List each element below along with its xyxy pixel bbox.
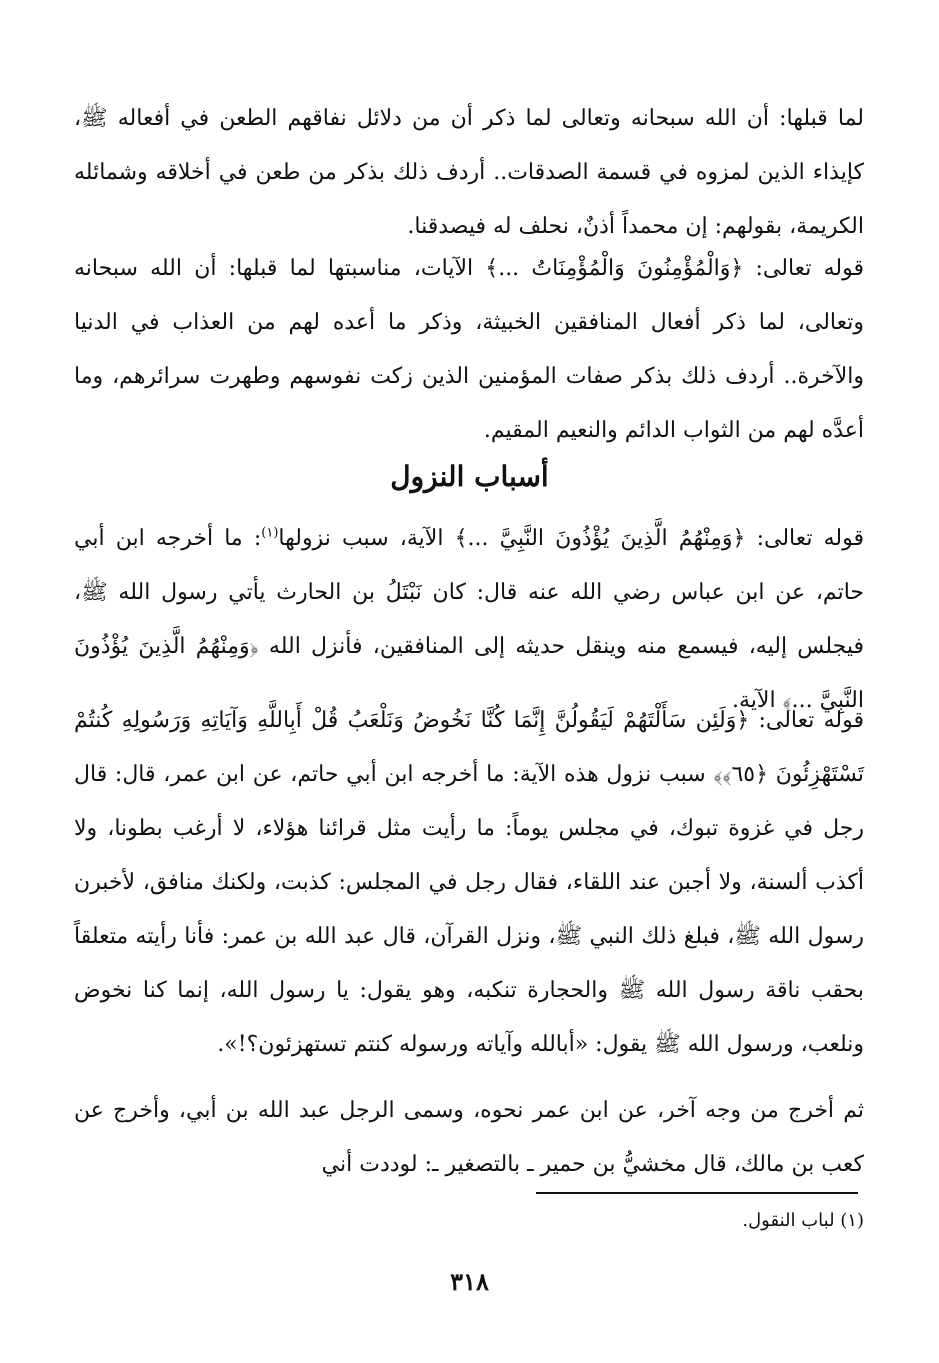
footnote-divider <box>536 1192 858 1194</box>
paragraph-1: لما قبلها: أن الله سبحانه وتعالى لما ذكر أن من دلائل نفاقهم الطعن في أفعاله ﷺ، كإيذاء الذين لمزوه في قسمة الصدقات.. أردف ذلك بذكر من طعن في أخلاقه وشمائله الكريمة، بقولهم: إن محمداً أذنٌ، نحلف له فيصدقنا. <box>74 106 864 239</box>
paragraph-2: قوله تعالى: ﴿وَالْمُؤْمِنُونَ وَالْمُؤْمِنَاتُ ...﴾ الآيات، مناسبتها لما قبلها: أن الله سبحانه وتعالى، لما ذكر أفعال المنافقين الخبيثة، وذكر ما أعده لهم من العذاب في الدنيا والآخرة.. أردف ذلك بذكر صفات المؤمنين الذين زكت نفوسهم وطهرت سرائرهم، وما أعدَّه لهم من الثواب الدائم والنعيم المقيم. <box>74 256 864 443</box>
paragraph-3-part-2: : ما أخرجه ابن أبي حاتم، عن ابن عباس رضي الله عنه قال: كان نَبْتَلُ بن الحارث يأتي رسول الله ﷺ، فيجلس إليه، فيسمع منه وينقل حديثه إلى المنافقين، فأنزل الله ﴿وَمِنْهُمُ الَّذِينَ يُؤْذُونَ النَّبِيَّ ...﴾ الآية. <box>74 526 864 713</box>
section-heading: أسباب النزول <box>390 460 549 493</box>
paragraph-3-part-1: قوله تعالى: ﴿وَمِنْهُمُ الَّذِينَ يُؤْذُونَ النَّبِيَّ ...﴾ الآية، سبب نزولها <box>278 526 864 551</box>
footnote: (١) لباب النقول. <box>742 1210 864 1231</box>
page-number: ٣١٨ <box>450 1267 489 1296</box>
paragraph-4: قوله تعالى: ﴿وَلَئِن سَأَلْتَهُمْ لَيَقُولُنَّ إِنَّمَا كُنَّا نَخُوضُ وَنَلْعَبُ قُلْ أَبِاللَّهِ وَآيَاتِهِ وَرَسُولِهِ كُنتُمْ تَسْتَهْزِئُونَ ﴿٦٥﴾﴾ سبب نزول هذه الآية: ما أخرجه ابن أبي حاتم، عن ابن عمر، قال: قال رجل في غزوة تبوك، في مجلس يوماً: ما رأيت مثل قرائنا هؤلاء، لا أرغب بطونا، ولا أكذب ألسنة، ولا أجبن عند اللقاء، فقال رجل في المجلس: كذبت، ولكنك منافق، لأخبرن رسول الله ﷺ، فبلغ ذلك النبي ﷺ، ونزل القرآن، قال عبد الله بن عمر: فأنا رأيته متعلقاً بحقب ناقة رسول الله ﷺ والحجارة تنكبه، وهو يقول: يا رسول الله، إنما كنا نخوض ونلعب، ورسول الله ﷺ يقول: «أبالله وآياته ورسوله كنتم تستهزئون؟!». <box>74 708 865 1057</box>
paragraph-5: ثم أخرج من وجه آخر، عن ابن عمر نحوه، وسمى الرجل عبد الله بن أبي، وأخرج عن كعب بن مالك، قال مخشيُّ بن حمير ـ بالتصغير ـ: لوددت أني <box>74 1098 864 1177</box>
footnote-reference: (١) <box>261 525 279 541</box>
